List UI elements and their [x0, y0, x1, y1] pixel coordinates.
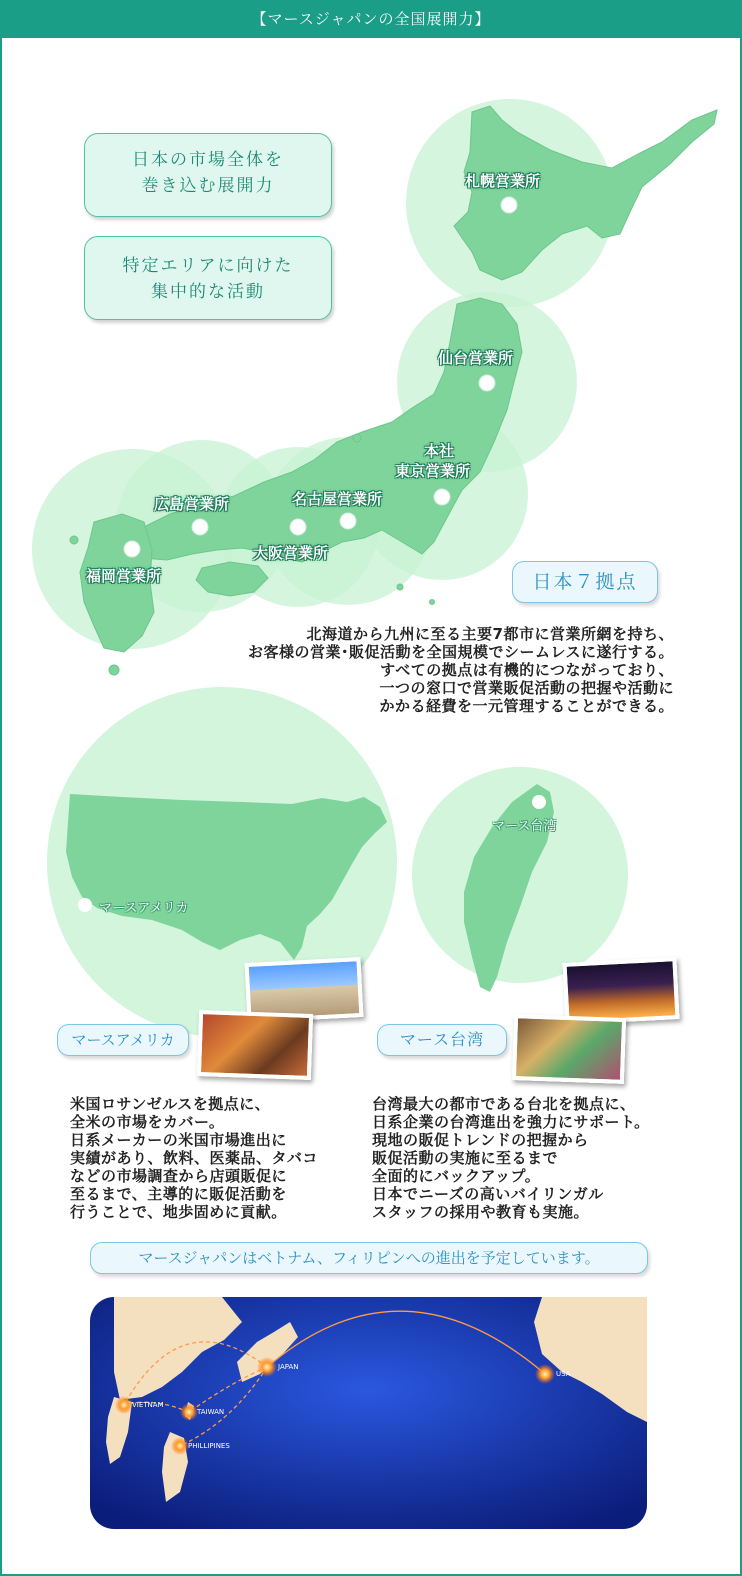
japan-desc-line: 一つの窓口で営業販促活動の把握や活動に	[379, 679, 674, 697]
taiwan-desc-line: スタッフの採用や教育も実施。	[372, 1203, 590, 1221]
marker-japan-world	[257, 1357, 277, 1377]
america-desc-line: 至るまで、主導的に販促活動を	[70, 1185, 287, 1203]
focused-badge-line-1: 特定エリアに向けた	[122, 256, 294, 276]
japan-desc-line: すべての拠点は有機的につながっており、	[380, 661, 674, 679]
taiwan-desc-line: 現地の販促トレンドの把握から	[372, 1131, 589, 1149]
map-label-taiwan: マース台湾	[492, 819, 557, 834]
expansion-note: マースジャパンはベトナム、フィリピンへの進出を予定しています。	[90, 1242, 648, 1274]
america-desc-line: 日系メーカーの米国市場進出に	[70, 1131, 287, 1149]
focused-badge-line-2: 集中的な活動	[151, 282, 265, 302]
world-label-philippines: PHILLIPINES	[188, 1442, 230, 1450]
office-label-sapporo: 札幌営業所	[465, 172, 541, 190]
america-desc-line: などの市場調査から店頭販促に	[70, 1167, 288, 1185]
marker-philippines-world	[171, 1437, 189, 1455]
america-desc-line: 全米の市場をカバー。	[70, 1113, 225, 1131]
america-badge: マースアメリカ	[57, 1024, 189, 1056]
taiwan-desc-line: 全面的にバックアップ。	[372, 1167, 541, 1185]
taiwan-badge: マース台湾	[377, 1024, 507, 1056]
taiwan-desc-line: 台湾最大の都市である台北を拠点に、	[372, 1095, 636, 1113]
japan-desc-line: 北海道から九州に至る主要7都市に営業所網を持ち、	[306, 625, 674, 643]
japan-desc-line: お客様の営業･販促活動を全国規模でシームレスに遂行する。	[247, 643, 674, 661]
page-header: 【マースジャパンの全国展開力】	[2, 2, 740, 38]
office-label-sendai: 仙台営業所	[438, 349, 514, 367]
taiwan-desc-line: 日系企業の台湾進出を強力にサポート。	[372, 1113, 650, 1131]
office-label-hq: 本社	[424, 442, 455, 460]
marker-taiwan-world	[180, 1403, 198, 1421]
office-label-osaka: 大阪営業所	[253, 544, 329, 562]
marker-vietnam-world	[115, 1396, 133, 1414]
nationwide-badge-line-2: 巻き込む展開力	[141, 176, 275, 196]
japan-desc-line: かかる経費を一元管理することができる。	[379, 697, 674, 715]
nationwide-badge-line-1: 日本の市場全体を	[132, 150, 284, 170]
marker-usa-world	[535, 1364, 555, 1384]
office-label-fukuoka: 福岡営業所	[86, 567, 162, 585]
map-label-america: マースアメリカ	[99, 901, 189, 916]
seven-bases-badge: 日本７拠点	[512, 561, 658, 603]
world-label-taiwan: TAIWAN	[197, 1408, 225, 1416]
world-label-japan: JAPAN	[278, 1363, 299, 1371]
office-label-nagoya: 名古屋営業所	[292, 490, 383, 508]
america-desc-line: 実績があり、飲料、医薬品、タバコ	[70, 1149, 318, 1167]
america-desc-line: 行うことで、地歩固めに貢献。	[70, 1203, 287, 1221]
taiwan-desc-line: 販促活動の実施に至るまで	[372, 1149, 559, 1167]
america-desc-line: 米国ロサンゼルスを拠点に、	[70, 1095, 271, 1113]
office-label-tokyo: 東京営業所	[395, 462, 471, 480]
taiwan-desc-line: 日本でニーズの高いバイリンガル	[372, 1185, 604, 1203]
world-map	[2, 2, 740, 1576]
office-label-hiroshima: 広島営業所	[154, 495, 230, 513]
world-label-usa: USA	[556, 1370, 571, 1378]
world-label-vietnam: VIETNAM	[132, 1401, 164, 1409]
